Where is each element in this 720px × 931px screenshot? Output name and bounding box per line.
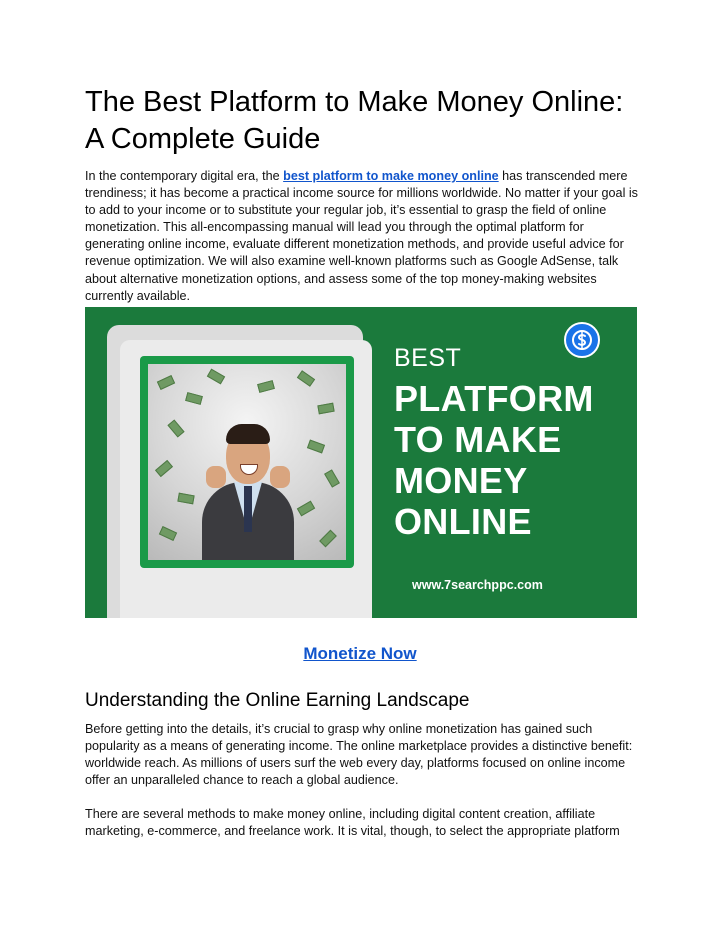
section-heading: Understanding the Online Earning Landscape [85,690,470,711]
promo-banner-image [85,307,637,618]
intro-text-after: has transcended mere trendiness; it has become a practical income source for millions worldwide. No matter if your goal is to add to your income or to substitute your regular job, it’s essential to grasp the field of online monetization. This all-encompassing manual will lead you through the optimal platform for generating online income, evaluate different monetization methods, and provide useful advice for revenue optimization. We will also examine well-known platforms such as Google AdSense, talk about alternative monetization options, and assess some of the top money-making websites currently available. [85,169,638,303]
monetize-now-cta [0,644,720,664]
intro-text-before: In the contemporary digital era, the [85,169,284,183]
monetize-now-link[interactable]: Monetize Now [303,644,417,663]
banner-line-best: BEST [394,344,462,372]
intro-paragraph [85,168,640,305]
paragraph-methods: There are several methods to make money online, including digital content creation, affiliate marketing, e-commerce, and freelance work. It is vital, though, to select the appropriate platform [85,807,620,839]
banner-line-money: MONEY [394,460,528,501]
paragraph-landscape: Before getting into the details, it’s crucial to grasp why online monetization has gained such popularity as a means of generating income. The online marketplace provides a distinctive benefit: worldwide reach. As millions of users surf the web every day, platforms focused on online income offer an unparalleled chance to reach a global audience. [85,722,633,788]
best-platform-link[interactable]: best platform to make money online [283,169,499,183]
banner-headline [394,343,594,542]
banner-website-url: www.7searchppc.com [412,578,543,592]
banner-line-to-make: TO MAKE [394,419,562,460]
banner-line-online: ONLINE [394,501,532,542]
businessman-photo [148,364,346,560]
banner-line-platform: PLATFORM [394,378,594,419]
article-title: The Best Platform to Make Money Online: A Complete Guide [85,86,624,155]
